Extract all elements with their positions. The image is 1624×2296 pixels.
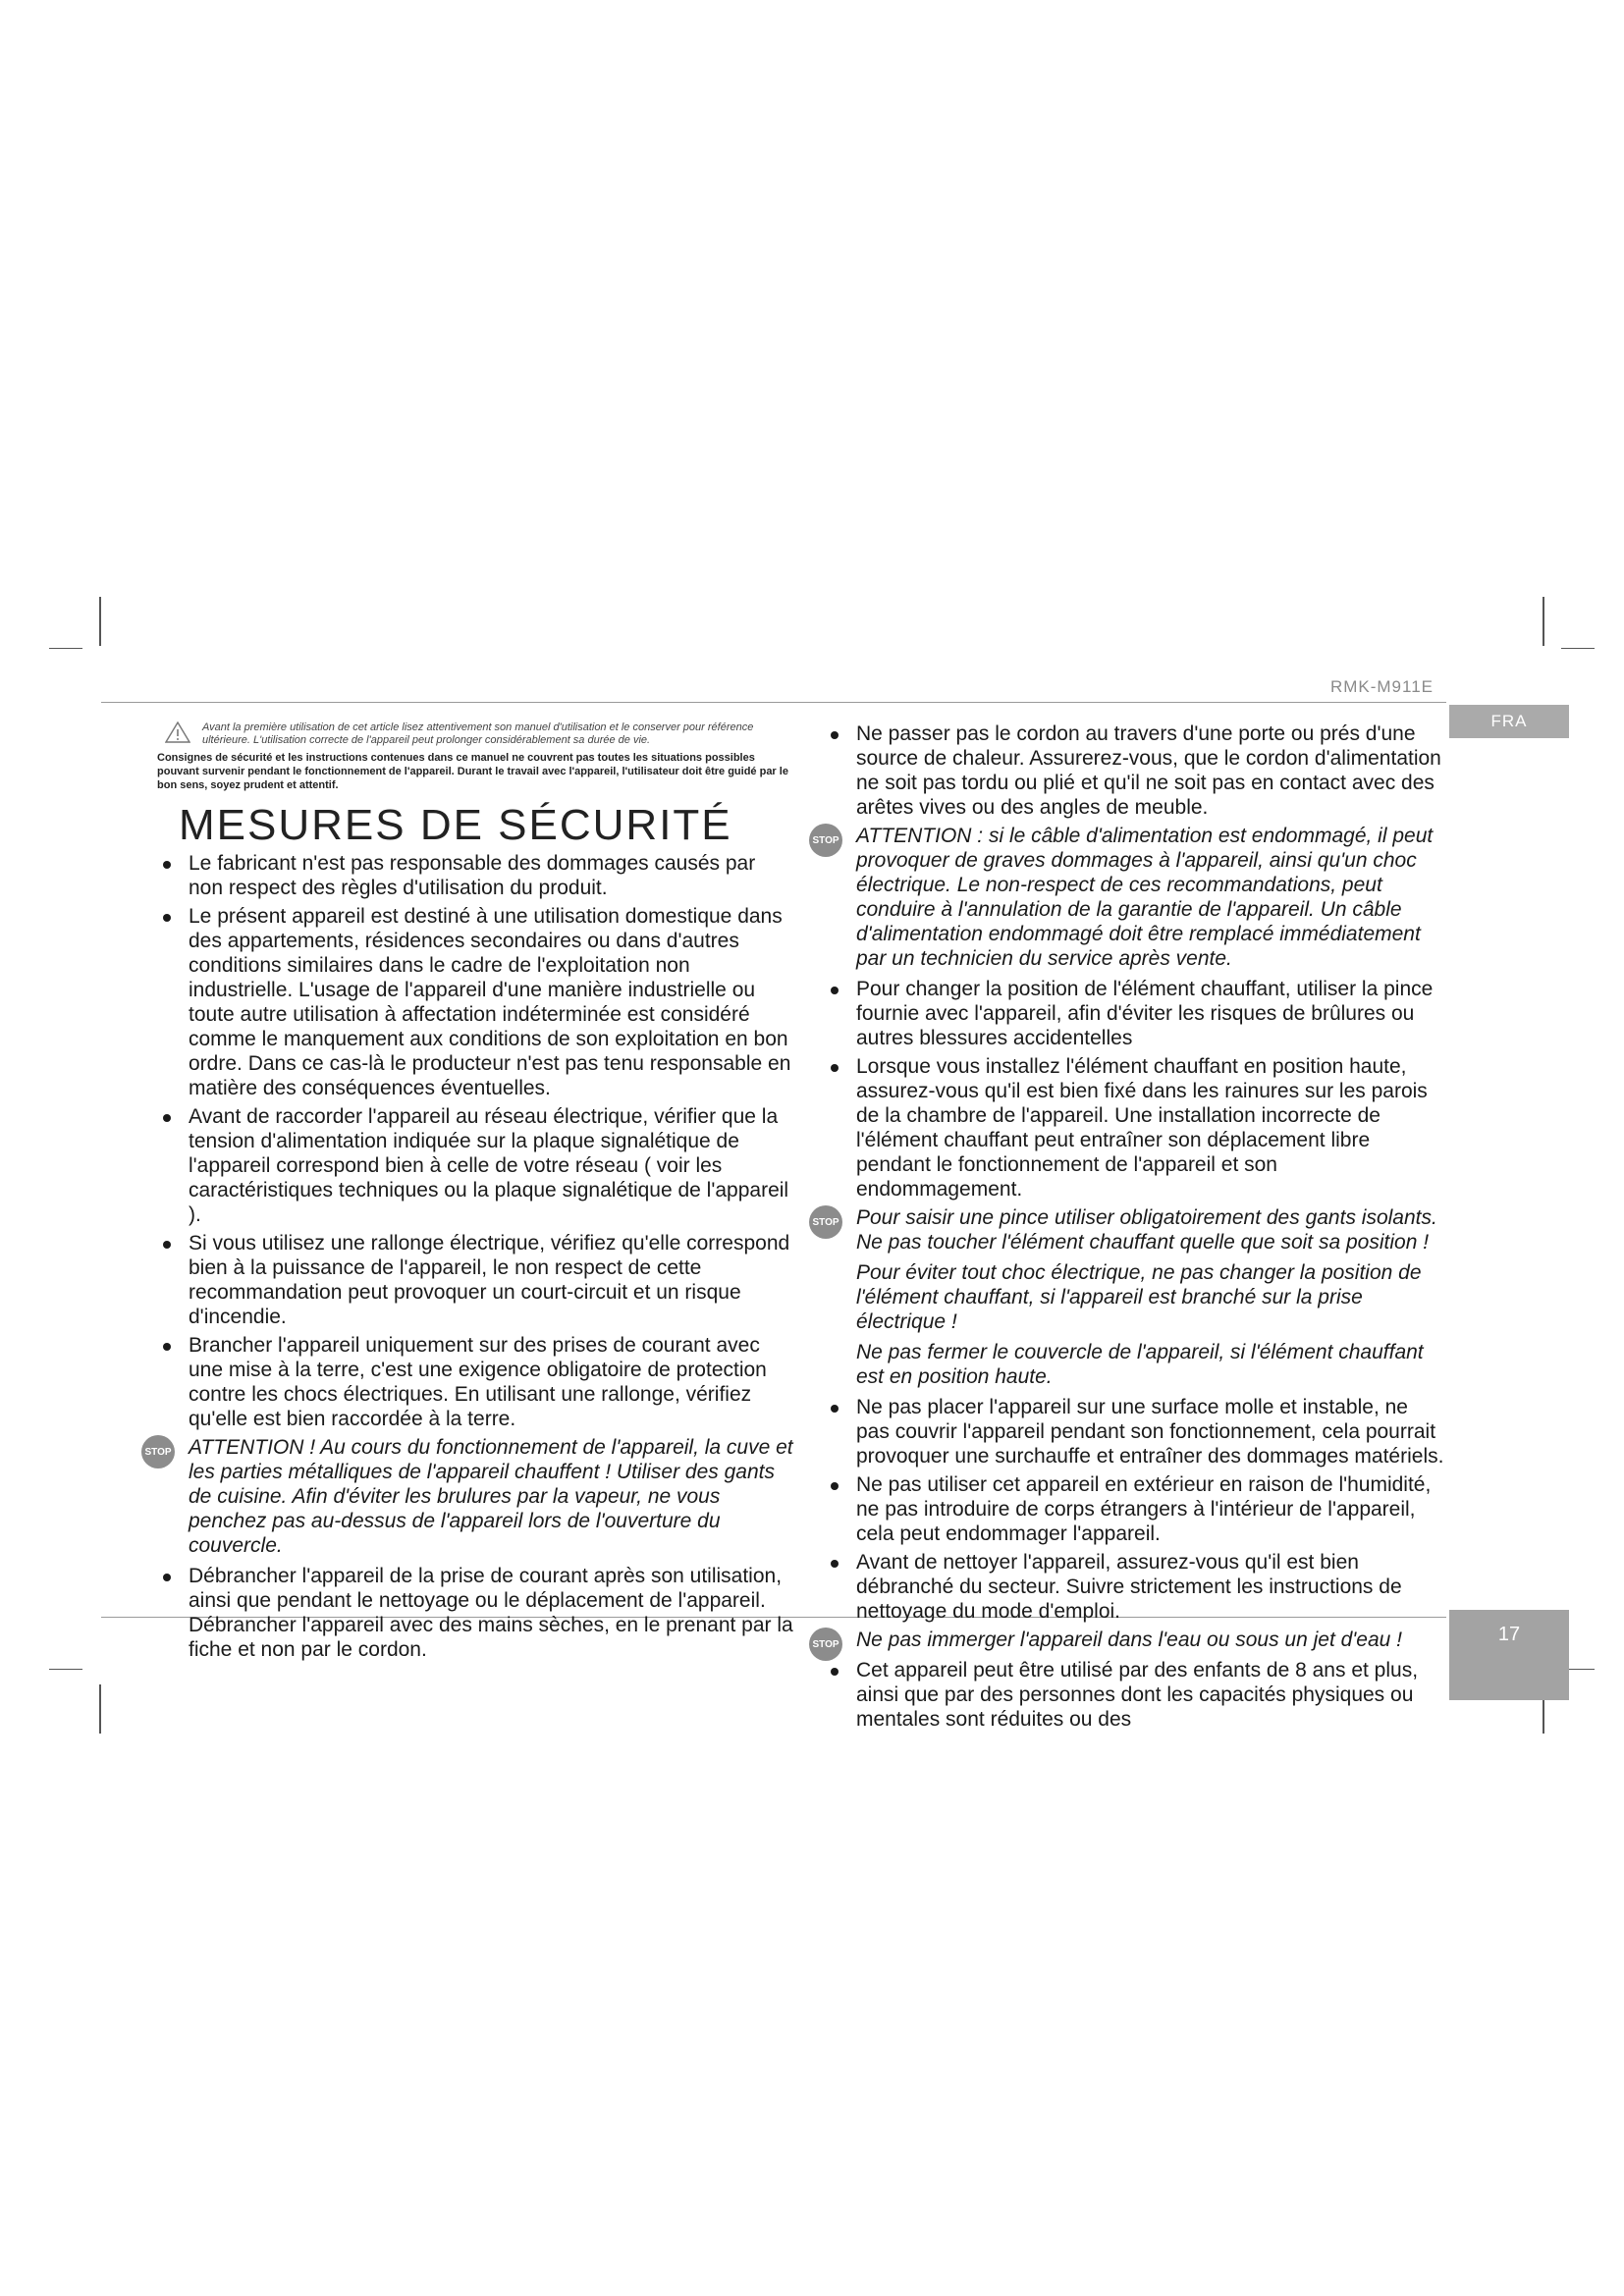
list-item: Avant de raccorder l'appareil au réseau électrique, vérifier que la tension d'alimentation indiquée sur la plaque signalétique de l'appareil correspond bien à celle de votre réseau ( voir les caractéristiques techniques ou la plaque signalétique de l'appareil ). <box>157 1104 795 1227</box>
right-bullets-2 <box>825 977 1445 1201</box>
stop-icon: STOP <box>141 1435 175 1468</box>
notice-text: Avant la première utilisation de cet article lisez attentivement son manuel d'utilisation et le conserver pour référence ultérieure. L'utilisation correcte de l'appareil peut prolonger considérablement sa durée de vie. <box>202 721 754 746</box>
crop-mark <box>1561 648 1595 649</box>
right-column <box>812 721 1445 1735</box>
stop-warning <box>812 1205 1445 1389</box>
stop-text: Pour éviter tout choc électrique, ne pas changer la position de l'élément chauffant, si l'appareil est branché sur la prise électrique ! <box>856 1261 1422 1333</box>
list-item: Le présent appareil est destiné à une utilisation domestique dans des appartements, résidences secondaires ou dans d'autres conditions similaires dans le cadre de l'exploitation non industrielle. L'usage de l'appareil d'une manière industrielle ou toute autre utilisation à affectation indéterminée est considéré comme le manquement aux conditions de son exploitation en bon ordre. Dans ce cas-là le producteur n'est pas tenu responsable en matière des conséquences éventuelles. <box>157 904 795 1100</box>
stop-text: Ne pas fermer le couvercle de l'appareil, si l'élément chauffant est en position haute. <box>856 1341 1424 1388</box>
stop-text: Pour saisir une pince utiliser obligatoirement des gants isolants. Ne pas toucher l'élément chauffant quelle que soit sa position ! <box>856 1206 1437 1254</box>
header-rule <box>101 702 1446 703</box>
stop-text: ATTENTION : si le câble d'alimentation est endommagé, il peut provoquer de graves dommages à l'appareil, ainsi qu'un choc électrique. Le non-respect de ces recommandations, peut conduire à l'annulation de la garantie de l'appareil. Un câble d'alimentation endommagé doit être remplacé immédiatement par un technicien du service après vente. <box>856 825 1434 970</box>
safety-warning: Consignes de sécurité et les instructions contenues dans ce manuel ne couvrent pas toutes les situations possibles pouvant survenir pendant le fonctionnement de l'appareil. Durant le travail avec l'appareil, l'utilisateur doit être guidé par le bon sens, soyez prudent et attentif. <box>157 752 788 791</box>
stop-text: ATTENTION ! Au cours du fonctionnement de l'appareil, la cuve et les parties métalliques de l'appareil chauffent ! Utiliser des gants de cuisine. Afin d'éviter les brulures par la vapeur, ne vous penchez pas au-dessus de l'appareil lors de l'ouverture du couvercle. <box>189 1436 793 1557</box>
list-item: Ne pas utiliser cet appareil en extérieur en raison de l'humidité, ne pas introduire de corps étrangers à l'intérieur de l'appareil, cela peut endommager l'appareil. <box>825 1472 1445 1546</box>
crop-mark <box>99 1684 101 1734</box>
right-bullets-1 <box>825 721 1445 820</box>
intro-notice <box>165 721 795 747</box>
stop-warning <box>144 1435 795 1558</box>
right-bullets-4 <box>825 1658 1445 1732</box>
left-bullets-1 <box>157 851 795 1431</box>
stop-icon: STOP <box>809 1205 842 1239</box>
crop-mark <box>1543 597 1544 646</box>
page-number: 17 <box>1449 1610 1569 1700</box>
right-bullets-3 <box>825 1395 1445 1624</box>
list-item: Débrancher l'appareil de la prise de courant après son utilisation, ainsi que pendant le nettoyage ou le déplacement de l'appareil. Débrancher l'appareil avec des mains sèches, en le prenant par la fiche et non par le cordon. <box>157 1564 795 1662</box>
stop-text: Ne pas immerger l'appareil dans l'eau ou sous un jet d'eau ! <box>856 1629 1403 1651</box>
stop-icon: STOP <box>809 824 842 857</box>
warning-triangle-icon <box>165 721 190 743</box>
list-item: Brancher l'appareil uniquement sur des prises de courant avec une mise à la terre, c'est une exigence obligatoire de protection contre les chocs électriques. En utilisant une rallonge, vérifiez qu'elle est bien raccordée à la terre. <box>157 1333 795 1431</box>
section-title: MESURES DE SÉCURITÉ <box>179 801 732 849</box>
list-item: Ne pas placer l'appareil sur une surface molle et instable, ne pas couvrir l'appareil pendant son fonctionnement, cela pourrait provoquer une surchauffe et entraîner des dommages matériels. <box>825 1395 1445 1468</box>
list-item: Si vous utilisez une rallonge électrique, vérifiez qu'elle correspond bien à la puissance de l'appareil, le non respect de cette recommandation peut provoquer un court-circuit et un risque d'incendie. <box>157 1231 795 1329</box>
crop-mark <box>99 597 101 646</box>
language-tab: FRA <box>1449 705 1569 738</box>
crop-mark <box>49 648 82 649</box>
list-item: Lorsque vous installez l'élément chauffant en position haute, assurez-vous qu'il est bien fixé dans les rainures sur les parois de la chambre de l'appareil. Une installation incorrecte de l'élément chauffant peut entraîner son déplacement libre pendant le fonctionnement de l'appareil et son endommagement. <box>825 1054 1445 1201</box>
list-item: Cet appareil peut être utilisé par des enfants de 8 ans et plus, ainsi que par des personnes dont les capacités physiques ou mentales sont réduites ou des <box>825 1658 1445 1732</box>
list-item: Pour changer la position de l'élément chauffant, utiliser la pince fournie avec l'appareil, afin d'éviter les risques de brûlures ou autres blessures accidentelles <box>825 977 1445 1050</box>
left-column <box>144 721 795 1666</box>
model-number: RMK-M911E <box>1329 677 1434 696</box>
stop-warning <box>812 824 1445 971</box>
crop-mark <box>49 1669 82 1670</box>
list-item: Avant de nettoyer l'appareil, assurez-vous qu'il est bien débranché du secteur. Suivre strictement les instructions de nettoyage du mode d'emploi. <box>825 1550 1445 1624</box>
stop-warning <box>812 1628 1445 1652</box>
list-item: Le fabricant n'est pas responsable des dommages causés par non respect des règles d'utilisation du produit. <box>157 851 795 900</box>
list-item: Ne passer pas le cordon au travers d'une porte ou prés d'une source de chaleur. Assurerez-vous, que le cordon d'alimentation ne soit pas tordu ou plié et qu'il ne soit pas en contact avec des arêtes vives ou des angles de meuble. <box>825 721 1445 820</box>
stop-icon: STOP <box>809 1628 842 1661</box>
left-bullets-2 <box>157 1564 795 1662</box>
